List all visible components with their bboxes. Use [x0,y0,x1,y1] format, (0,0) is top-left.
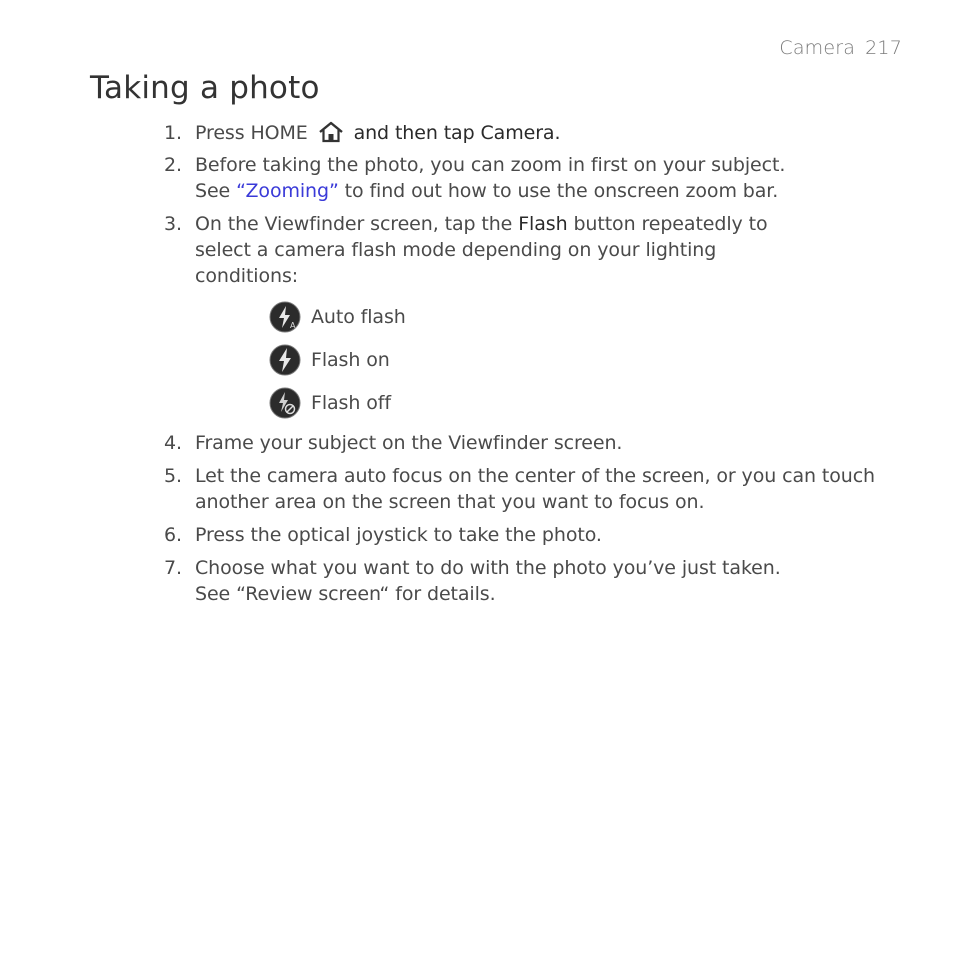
auto-flash-icon [269,301,301,333]
flash-term: Flash [518,213,568,235]
step-text: Frame your subject on the Viewfinder screen. [195,432,623,454]
flash-modes [269,295,894,424]
flash-mode-auto [269,295,894,338]
section-name: Camera [779,37,856,59]
flash-off-icon [269,387,301,419]
step-text: Choose what you want to do with the photo you’ve just taken. [195,557,781,579]
step-text: See [195,180,237,202]
step-text: On the Viewfinder screen, tap the [195,213,519,235]
step-5 [164,463,894,515]
step-number: 6. [164,524,182,546]
step-text: Before taking the photo, you can zoom in first on your subject. [195,154,786,176]
step-6 [164,522,894,548]
step-text: Press HOME [195,122,314,144]
step-number: 3. [164,213,182,235]
step-number: 7. [164,557,182,579]
step-text: button repeatedly to select a camera flash mode depending on your lighting conditions: [195,213,768,287]
step-3 [164,211,805,289]
step-number: 2. [164,154,182,176]
flash-mode-label: Flash off [311,391,391,414]
flash-mode-on [269,338,894,381]
flash-mode-label: Auto flash [311,305,406,328]
step-text: Let the camera auto focus on the center of the screen, or you can touch another area on the screen that you want to focus on. [195,465,875,513]
step-4 [164,430,894,456]
zooming-link[interactable]: “Zooming” [236,180,339,202]
running-header [779,37,902,59]
home-icon [318,121,344,143]
page-number: 217 [865,37,902,59]
step-number: 5. [164,465,182,487]
flash-mode-off [269,381,894,424]
step-1 [164,120,894,146]
flash-on-icon [269,344,301,376]
page-title: Taking a photo [90,70,320,106]
steps-list [164,120,894,607]
step-number: 4. [164,432,182,454]
step-7 [164,555,894,607]
step-text: Press the optical joystick to take the photo. [195,524,602,546]
step-text-dark: and then tap Camera. [347,122,561,144]
step-text: to find out how to use the onscreen zoom bar. [338,180,779,202]
step-number: 1. [164,122,182,144]
step-text: See “Review screen“ for details. [195,583,496,605]
step-2 [164,152,894,204]
svg-text:A: A [290,320,296,330]
flash-mode-label: Flash on [311,348,390,371]
